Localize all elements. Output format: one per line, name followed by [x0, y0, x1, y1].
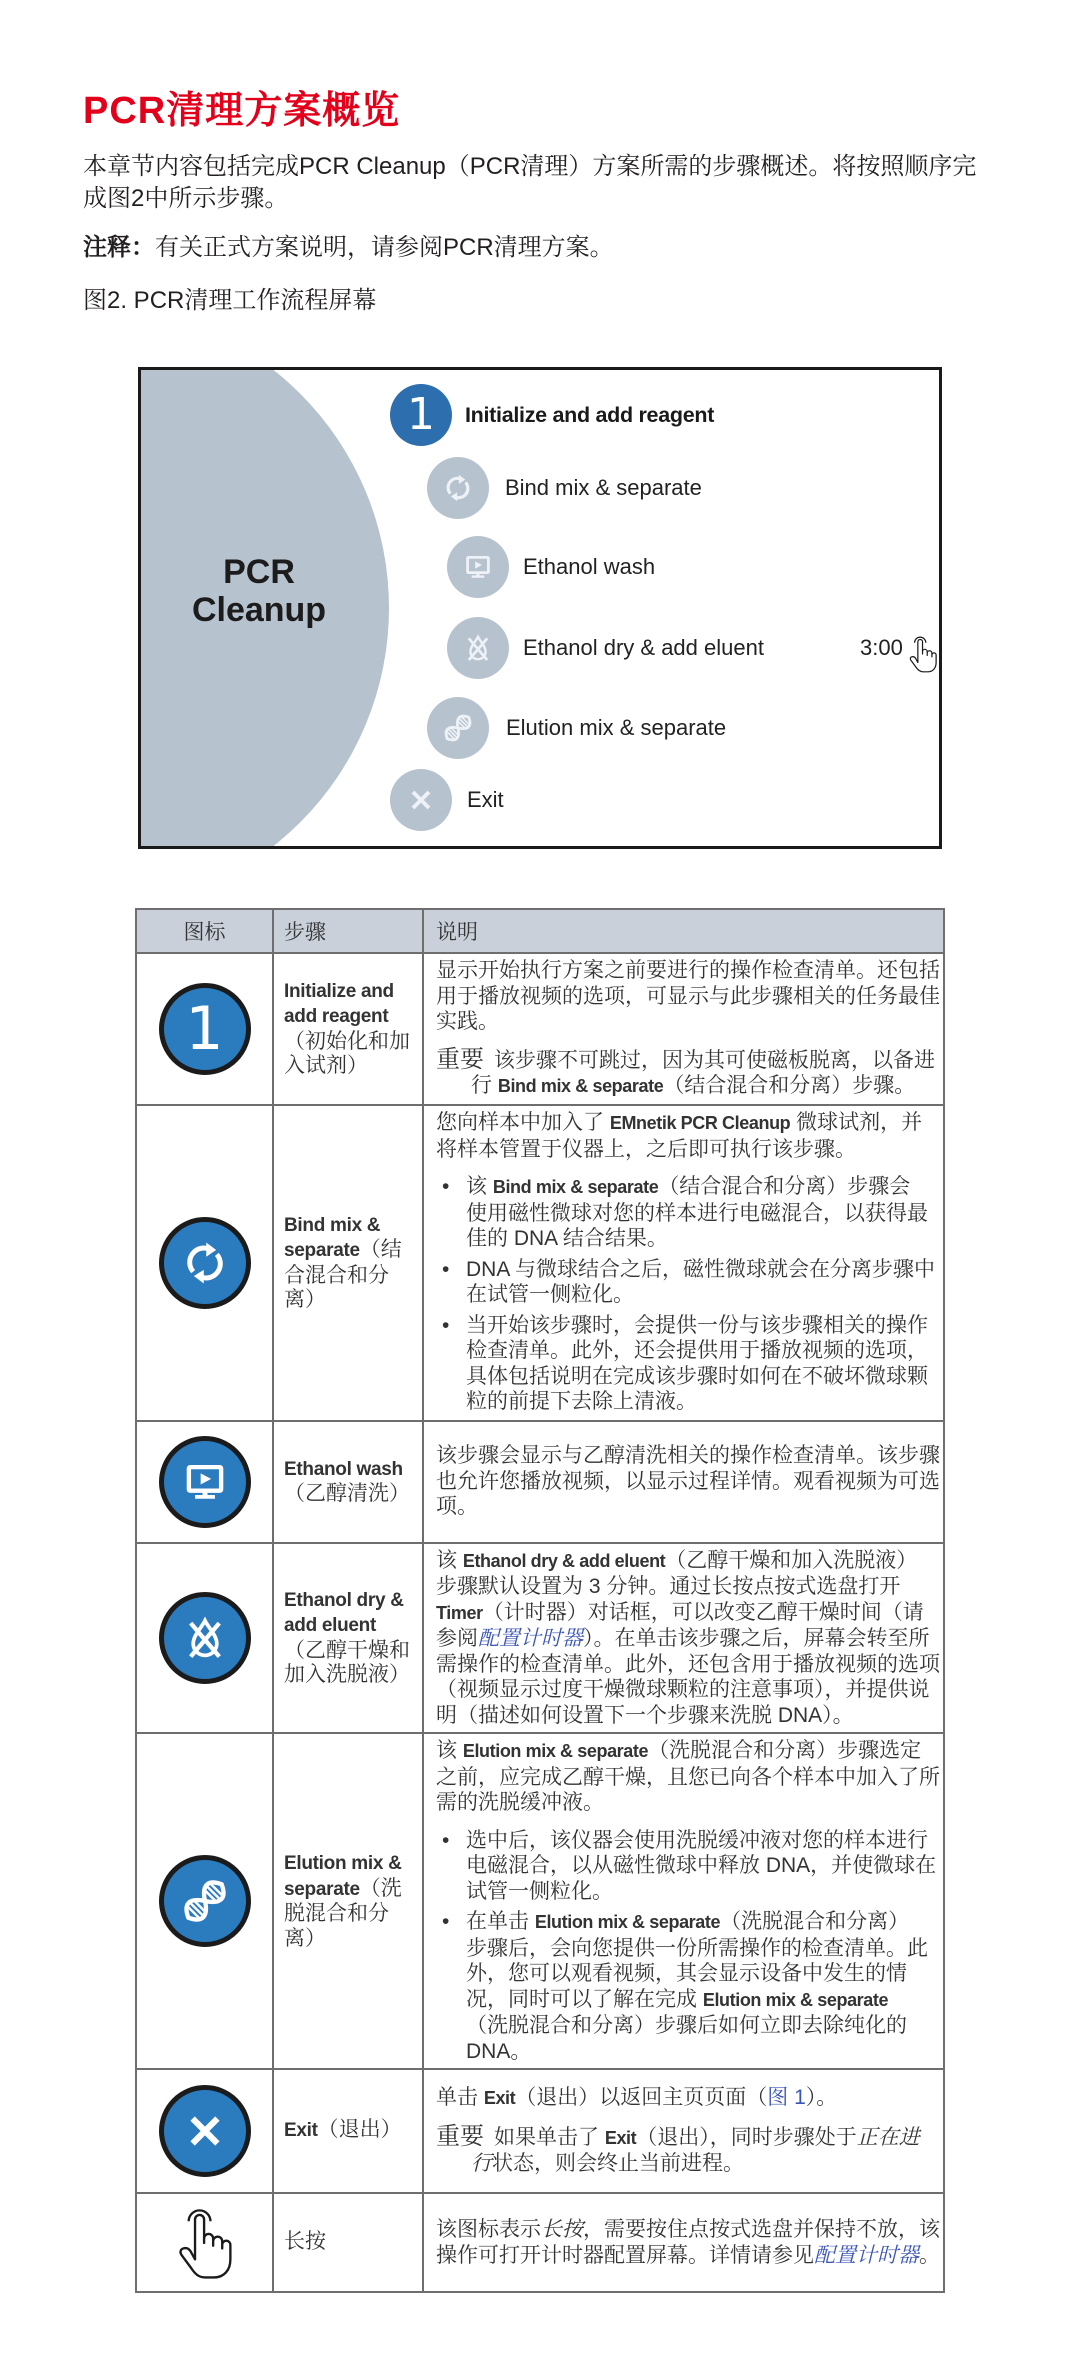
text-line [436, 984, 943, 1010]
cell-icon [136, 1105, 273, 1421]
text-run: 合混合和分 [284, 1263, 389, 1287]
description-paragraph [436, 1738, 943, 1816]
cross-reference-link[interactable]: 配置计时器 [478, 1627, 583, 1650]
text-line [284, 1054, 422, 1079]
text-line [466, 2013, 943, 2039]
monitor-play-icon-glyph [458, 547, 498, 587]
emphasis: 正在进 [856, 2125, 920, 2149]
text-line [471, 2151, 943, 2177]
text-line [284, 1877, 422, 1903]
step-label-ethanol-wash: Ethanol wash [523, 554, 656, 579]
ui-term: Exit [483, 2088, 516, 2109]
text-run: 该步骤不可跳过，因为其可使磁板脱离，以备进 [494, 1048, 935, 1072]
cell-description [423, 2069, 944, 2193]
text-line [466, 2039, 943, 2065]
text-line [436, 1677, 943, 1703]
text-line [436, 1574, 943, 1600]
text-line [436, 1600, 943, 1627]
text-run: 试管一侧粒化。 [466, 1879, 613, 1903]
refresh-icon-glyph [174, 1232, 236, 1294]
protocol-name [159, 553, 359, 629]
text-run: 状态，则会终止当前进程。 [492, 2152, 744, 2176]
text-run: （退出）以返回主页页面（ [515, 2086, 768, 2110]
text-run: （初始化和加 [284, 1029, 410, 1053]
description-paragraph [436, 2217, 943, 2268]
note-label: 注释： [83, 234, 155, 261]
cell-icon [136, 1543, 273, 1734]
close-icon-glyph [401, 780, 441, 820]
text-line [284, 2230, 422, 2255]
description-paragraph [436, 2085, 943, 2112]
text-run: 离） [284, 1926, 326, 1950]
ui-term: Exit [284, 2120, 318, 2142]
figure-caption: 图2. PCR清理工作流程屏幕 [83, 287, 377, 314]
dna-icon-glyph [174, 1870, 236, 1932]
text-line [436, 1765, 943, 1791]
text-run: DNA 与微球结合之后，磁性微球就会在分离步骤中 [466, 1257, 936, 1281]
cell-step [273, 2193, 423, 2292]
text-line [436, 2243, 943, 2269]
text-line [436, 1047, 943, 1074]
text-line [466, 1364, 943, 1390]
ui-term: Elution mix & separate [702, 1989, 889, 2010]
ui-term: Initialize and [284, 980, 394, 1002]
close-icon [159, 2085, 251, 2177]
text-run: 离） [284, 1288, 326, 1311]
ui-term: EMnetik PCR Cleanup [609, 1113, 791, 1134]
text-line [466, 1961, 943, 1987]
text-line [284, 1288, 422, 1313]
text-run: 该 [466, 1175, 493, 1199]
text-run: 。 [919, 2243, 940, 2267]
text-run: （洗脱混合和分离）步骤后如何立即去除纯化的 [466, 2014, 907, 2037]
text-line [471, 1073, 943, 1100]
text-run: （洗脱混合和分离）步骤选定 [648, 1739, 922, 1762]
note-paragraph [83, 232, 614, 264]
cell-description [423, 953, 944, 1105]
drop-crossed-icon [159, 1592, 251, 1684]
intro-line: 本章节内容包括完成PCR Cleanup（PCR清理）方案所需的步骤概述。将按照顺序完 [83, 153, 977, 180]
text-run: 长按 [284, 2230, 326, 2254]
text-line [466, 1853, 943, 1879]
cell-step [273, 953, 423, 1105]
ui-term: Elution mix & [284, 1853, 402, 1874]
close-icon-glyph [174, 2100, 236, 2162]
text-run: 在试管一侧粒化。 [466, 1283, 634, 1307]
text-line [284, 1238, 422, 1264]
ui-term: Exit [604, 2127, 637, 2148]
intro-paragraph [83, 151, 976, 215]
text-run: 该步骤会显示与乙醇清洗相关的操作检查清单。该步骤 [436, 1444, 940, 1468]
intro-line: 成图2中所示步骤。 [83, 185, 289, 212]
text-run: 脱混合和分 [284, 1902, 389, 1925]
ui-term: Ethanol dry & add eluent [462, 1550, 666, 1571]
text-run: （洗脱混合和分离） [720, 1910, 910, 1933]
text-line [284, 1482, 422, 1507]
text-run: 实践。 [436, 1010, 499, 1033]
step-label-ethanol-dry: Ethanol dry & add eluent [523, 635, 764, 660]
text-run: 项。 [436, 1495, 478, 1519]
hand-press-icon [908, 628, 938, 680]
description-paragraph [436, 1110, 943, 1162]
text-run: （乙醇干燥和加入洗脱液） [665, 1548, 918, 1572]
bullet-list [436, 1828, 943, 2065]
text-line [436, 958, 943, 984]
text-run: 该 [436, 1548, 463, 1572]
text-run: （计时器）对话框，可以改变乙醇干燥时间（请 [482, 1600, 924, 1624]
text-line [284, 1902, 422, 1927]
table-row [136, 1543, 944, 1734]
text-line [466, 1282, 943, 1308]
dna-icon [427, 697, 489, 759]
text-run: 加入洗脱液） [284, 1663, 410, 1687]
text-run: 步骤后，会向您提供一份所需操作的检查清单。此 [466, 1936, 928, 1960]
cross-reference-link[interactable]: 图 1 [767, 2086, 806, 2110]
text-line [436, 1110, 943, 1137]
text-run: （洗 [359, 1876, 402, 1900]
drop-crossed-icon-glyph [174, 1607, 236, 1669]
cell-description [423, 1421, 944, 1543]
text-run: （结合混合和分离）步骤。 [663, 1074, 916, 1097]
text-line [284, 1851, 422, 1877]
cell-step [273, 2069, 423, 2193]
text-line [284, 1264, 422, 1289]
text-line [436, 2217, 943, 2243]
text-run: 使用磁性微球对您的样本进行电磁混合，以获得最 [466, 1201, 928, 1225]
table-row [136, 2193, 944, 2292]
text-run: （乙醇干燥和 [284, 1638, 410, 1662]
text-line [436, 1790, 943, 1816]
table-row [136, 1421, 944, 1543]
text-line [436, 1548, 943, 1575]
ui-term: separate [284, 1240, 360, 1261]
step-label-initialize: Initialize and add reagent [465, 403, 715, 427]
text-run: 在单击 [466, 1910, 535, 1933]
text-line [436, 1009, 943, 1035]
text-run: 该 [436, 1739, 463, 1762]
text-run: （结合混合和分离）步骤会 [658, 1175, 911, 1199]
cell-icon [136, 1733, 273, 2069]
bullet-marker: • [442, 1313, 450, 1337]
dna-icon-glyph [438, 708, 478, 748]
refresh-icon [427, 457, 489, 519]
cell-icon [136, 1421, 273, 1543]
table-body [136, 953, 944, 2292]
text-run: 选中后，该仪器会使用洗脱缓冲液对您的样本进行 [466, 1828, 928, 1852]
text-run: ）。在单击该步骤之后，屏幕会转至所 [583, 1627, 930, 1650]
text-run: （结 [359, 1238, 402, 1261]
cell-icon [136, 2193, 273, 2292]
text-run: 明（描述如何设置下一个步骤来洗脱 DNA）。 [436, 1703, 854, 1727]
text-line [436, 2124, 943, 2152]
monitor-play-icon [159, 1436, 251, 1528]
important-note [436, 1047, 943, 1100]
cell-step [273, 1543, 423, 1734]
text-run: （退出） [317, 2118, 402, 2142]
text-run: 如果单击了 [494, 2125, 605, 2149]
drop-crossed-icon [447, 617, 509, 679]
text-line [436, 1703, 943, 1729]
step-label-elution-mix: Elution mix & separate [506, 715, 727, 740]
ui-term: Ethanol wash [284, 1458, 403, 1480]
text-run: 操作可打开计时器配置屏幕。详情请参见 [436, 2243, 814, 2267]
bullet-marker: • [442, 1910, 450, 1933]
text-run: 单击 [436, 2086, 484, 2110]
ui-term: Timer [436, 1602, 483, 1623]
text-line [466, 1987, 943, 2014]
text-line [466, 1201, 943, 1227]
emphasis: 长按 [541, 2218, 583, 2241]
text-line [466, 1828, 943, 1854]
text-line [436, 1652, 943, 1678]
drop-crossed-icon-glyph [458, 628, 498, 668]
bullet-item [436, 1257, 943, 1308]
text-run: 之前，应完成乙醇干燥，且您已向各个样本中加入了所 [436, 1765, 940, 1789]
text-line [284, 1213, 422, 1239]
ui-term: Elution mix & separate [534, 1912, 721, 1932]
text-run: （视频显示过度干燥微球颗粒的注意事项），并提供说 [436, 1678, 930, 1701]
emphasis: 行 [471, 2152, 492, 2176]
text-run: 检查清单。此外，还会提供用于播放视频的选项， [466, 1339, 928, 1363]
text-run: DNA。 [466, 2039, 532, 2063]
text-run: ，需要按住点按式选盘并保持不放，该 [583, 2218, 940, 2241]
ui-term: Bind mix & [284, 1214, 381, 1236]
cross-reference-link[interactable]: 配置计时器 [814, 2243, 919, 2267]
text-run: （退出），同时步骤处于 [636, 2125, 857, 2149]
text-run: 需操作的检查清单。此外，还包含用于播放视频的选项 [436, 1652, 940, 1676]
text-line [436, 1494, 943, 1520]
text-line [466, 1257, 943, 1283]
hand-press-icon [176, 2206, 234, 2280]
text-line [436, 1626, 943, 1652]
step-number: 1 [185, 993, 224, 1064]
text-line [436, 1738, 943, 1765]
refresh-icon [159, 1217, 251, 1309]
number-1-icon [390, 384, 452, 446]
header-icon: 图标 [136, 909, 273, 953]
timer-value: 3:00 [860, 635, 903, 660]
text-line [284, 1927, 422, 1952]
text-run: 也允许您播放视频，以显示过程详情。观看视频为可选 [436, 1469, 940, 1493]
cell-step [273, 1105, 423, 1421]
table-row [136, 1105, 944, 1421]
text-line [284, 1004, 422, 1030]
text-run: 您向样本中加入了 [436, 1111, 610, 1135]
text-line [284, 1457, 422, 1483]
text-line [284, 1663, 422, 1688]
table-head [136, 909, 944, 953]
text-line [436, 2085, 943, 2112]
cell-description [423, 1733, 944, 2069]
description-paragraph [436, 958, 943, 1035]
text-line [436, 1469, 943, 1495]
bullet-marker: • [442, 1175, 450, 1199]
protocol-name-line: PCR [223, 553, 295, 591]
text-run: 将样本管置于仪器上，之后即可执行该步骤。 [436, 1137, 856, 1161]
number-1-icon [159, 983, 251, 1075]
description-paragraph [436, 1548, 943, 1729]
ui-term: Ethanol dry & [284, 1589, 404, 1611]
step-number: 1 [407, 389, 435, 440]
text-run: 步骤默认设置为 3 分钟。通过长按点按式选盘打开 [436, 1575, 901, 1598]
text-line [284, 1613, 422, 1639]
text-run: 入试剂） [284, 1054, 368, 1078]
header-description: 说明 [423, 909, 944, 953]
text-run: 粒的前提下去除上清液。 [466, 1390, 697, 1414]
bullet-item [436, 1909, 943, 2064]
text-run: 佳的 DNA 结合结果。 [466, 1227, 668, 1251]
cell-step [273, 1733, 423, 2069]
table-row [136, 2069, 944, 2193]
ui-term: add reagent [284, 1006, 389, 1028]
text-line [436, 1137, 943, 1163]
important-label: 重要 [436, 1045, 484, 1073]
cell-icon [136, 2069, 273, 2193]
text-line [466, 1174, 943, 1201]
text-run: ）。 [805, 2086, 838, 2110]
workflow-screen-figure [138, 367, 942, 849]
icon-reference-table [135, 908, 945, 2293]
text-line [466, 1313, 943, 1339]
important-label: 重要 [436, 2122, 484, 2150]
text-line [466, 1936, 943, 1962]
text-line [466, 1879, 943, 1905]
bullet-marker: • [442, 1257, 450, 1281]
text-run: 外，您可以观看视频，其会显示设备中发生的情 [466, 1962, 907, 1985]
text-run: 用于播放视频的选项，可显示与此步骤相关的任务最佳 [436, 984, 940, 1008]
bullet-item [436, 1828, 943, 1905]
text-run: 电磁混合，以从磁性微球中释放 DNA，并使微球在 [466, 1854, 937, 1877]
ui-term: Bind mix & separate [497, 1076, 664, 1096]
text-run: 微球试剂，并 [790, 1111, 923, 1135]
cell-description [423, 2193, 944, 2292]
bullet-list [436, 1174, 943, 1415]
text-run: 需的洗脱缓冲液。 [436, 1791, 604, 1814]
text-run: （乙醇清洗） [284, 1482, 410, 1505]
text-line [466, 1909, 943, 1936]
text-line [436, 1443, 943, 1469]
ui-term: add eluent [284, 1615, 377, 1637]
text-line [284, 1030, 422, 1055]
cell-icon [136, 953, 273, 1105]
table-row [136, 1733, 944, 2069]
cell-step [273, 1421, 423, 1543]
monitor-play-icon-glyph [174, 1451, 236, 1513]
text-line [284, 1588, 422, 1614]
step-label-exit: Exit [467, 787, 504, 812]
text-run: 该图标表示 [436, 2218, 541, 2241]
ui-term: Bind mix & separate [492, 1177, 659, 1198]
bullet-item [436, 1174, 943, 1252]
text-run: 况，同时可以了解在完成 [466, 1987, 703, 2011]
header-step: 步骤 [273, 909, 423, 953]
important-note [436, 2124, 943, 2177]
bullet-item [436, 1313, 943, 1415]
page-title: PCR清理方案概览 [83, 90, 401, 132]
step-label-bind-mix: Bind mix & separate [505, 475, 702, 500]
monitor-play-icon [447, 536, 509, 598]
text-line [284, 2118, 422, 2144]
ui-term: Elution mix & separate [462, 1741, 649, 1761]
text-line [466, 1226, 943, 1252]
description-paragraph [436, 1443, 943, 1520]
bullet-marker: • [442, 1828, 450, 1852]
text-run: 行 [471, 1074, 498, 1097]
table-header-row [136, 909, 944, 953]
cell-description [423, 1543, 944, 1734]
table-row [136, 953, 944, 1105]
note-text: 有关正式方案说明，请参阅PCR清理方案。 [155, 234, 614, 261]
text-run: 具体包括说明在完成该步骤时如何在不破坏微球颗 [466, 1364, 928, 1388]
refresh-icon-glyph [438, 468, 478, 508]
protocol-name-line: Cleanup [191, 591, 327, 629]
text-run: 参阅 [436, 1627, 478, 1650]
text-line [466, 1389, 943, 1415]
text-run: 当开始该步骤时，会提供一份与该步骤相关的操作 [466, 1313, 928, 1337]
cell-description [423, 1105, 944, 1421]
dna-icon [159, 1855, 251, 1947]
text-line [284, 979, 422, 1005]
text-line [466, 1338, 943, 1364]
close-icon [390, 769, 452, 831]
text-line [284, 1639, 422, 1664]
text-run: 显示开始执行方案之前要进行的操作检查清单。还包括 [436, 959, 940, 982]
ui-term: separate [284, 1878, 360, 1900]
